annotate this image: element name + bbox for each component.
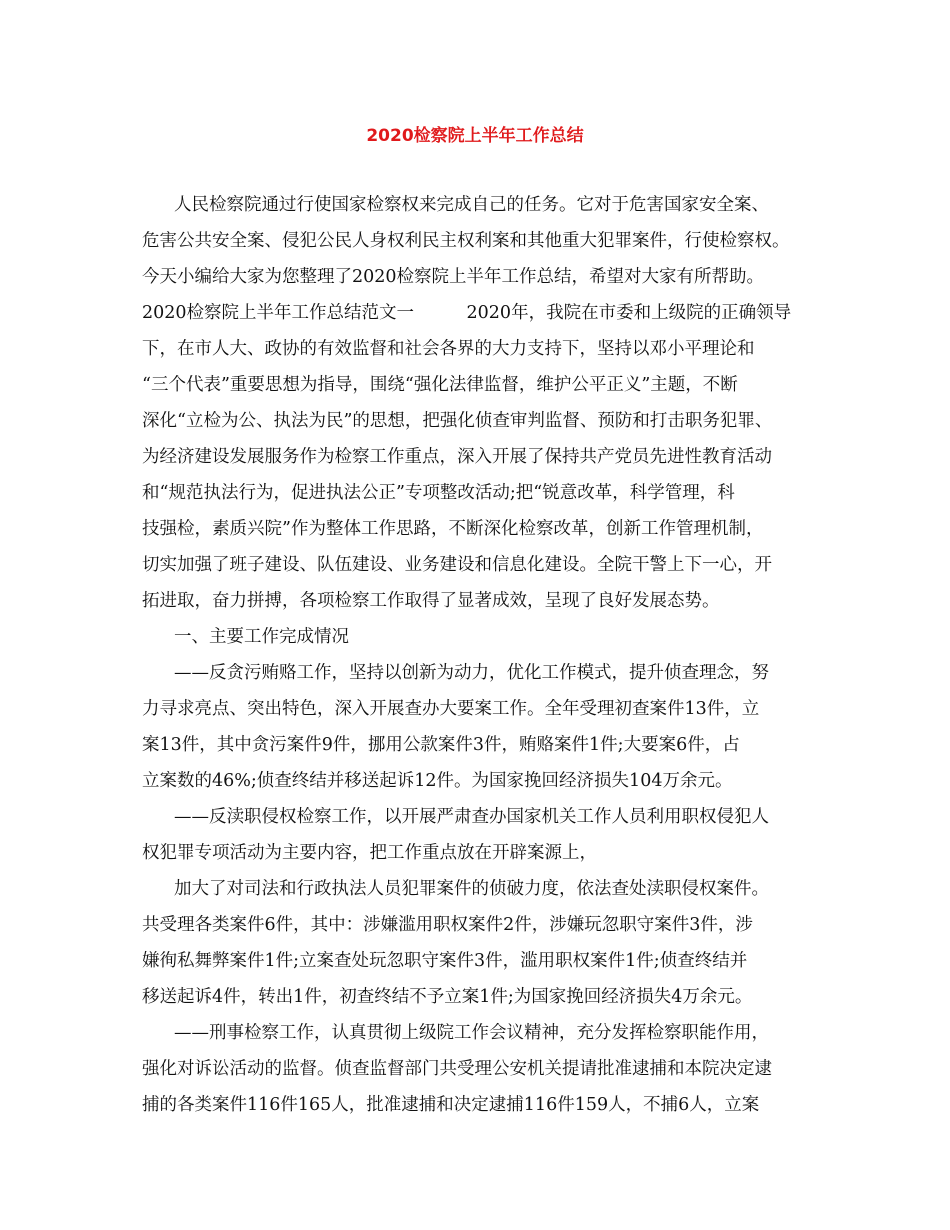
paragraph-line: 强化对诉讼活动的监督。侦查监督部门共受理公安机关提请批准逮捕和本院决定逮	[142, 1059, 772, 1079]
section-heading: 一、主要工作完成情况	[174, 627, 349, 647]
paragraph-line: 人民检察院通过行使国家检察权来完成自己的任务。它对于危害国家安全案、	[174, 195, 769, 215]
paragraph-line: 案13件，其中贪污案件9件，挪用公款案件3件，贿赂案件1件;大要案6件，占	[142, 735, 740, 755]
paragraph-line: 捕的各类案件116件165人，批准逮捕和决定逮捕116件159人，不捕6人，立案	[142, 1095, 760, 1115]
paragraph-line: 切实加强了班子建设、队伍建设、业务建设和信息化建设。全院干警上下一心，开	[142, 555, 772, 575]
paragraph-line: 深化“立检为公、执法为民”的思想，把强化侦查审判监督、预防和打击职务犯罪、	[142, 411, 773, 431]
paragraph-line: 2020检察院上半年工作总结范文一 2020年，我院在市委和上级院的正确领导	[142, 303, 792, 323]
paragraph-line: 技强检，素质兴院”作为整体工作思路，不断深化检察改革，创新工作管理机制，	[142, 519, 764, 539]
paragraph-line: 移送起诉4件，转出1件，初查终结不予立案1件;为国家挽回经济损失4万余元。	[142, 987, 753, 1007]
paragraph-line: 嫌徇私舞弊案件1件;立案查处玩忽职守案件3件，滥用职权案件1件;侦查终结并	[142, 951, 748, 971]
paragraph-line: 共受理各类案件6件，其中：涉嫌滥用职权案件2件，涉嫌玩忽职守案件3件，涉	[142, 915, 753, 935]
paragraph-line: 今天小编给大家为您整理了2020检察院上半年工作总结，希望对大家有所帮助。	[142, 267, 765, 287]
paragraph-line: ——刑事检察工作，认真贯彻上级院工作会议精神，充分发挥检察职能作用，	[174, 1023, 769, 1043]
paragraph-line: 危害公共安全案、侵犯公民人身权利民主权利案和其他重大犯罪案件，行使检察权。	[142, 231, 790, 251]
paragraph-line: ——反渎职侵权检察工作，以开展严肃查办国家机关工作人员利用职权侵犯人	[174, 807, 769, 827]
paragraph-line: 和“规范执法行为，促进执法公正”专项整改活动;把“锐意改革，科学管理，科	[142, 483, 735, 503]
paragraph-line: 力寻求亮点、突出特色，深入开展查办大要案工作。全年受理初查案件13件，立	[142, 699, 760, 719]
paragraph-line: 立案数的46%;侦查终结并移送起诉12件。为国家挽回经济损失104万余元。	[142, 771, 733, 791]
paragraph-line: 下，在市人大、政协的有效监督和社会各界的大力支持下，坚持以邓小平理论和	[142, 339, 755, 359]
paragraph-line: 为经济建设发展服务作为检察工作重点，深入开展了保持共产党员先进性教育活动	[142, 447, 772, 467]
paragraph-line: “三个代表”重要思想为指导，围绕“强化法律监督，维护公平正义”主题，不断	[142, 375, 738, 395]
document-title: 2020检察院上半年工作总结	[366, 126, 584, 146]
paragraph-line: 拓进取，奋力拼搏，各项检察工作取得了显著成效，呈现了良好发展态势。	[142, 591, 720, 611]
paragraph-line: 权犯罪专项活动为主要内容，把工作重点放在开辟案源上，	[142, 843, 597, 863]
paragraph-line: 加大了对司法和行政执法人员犯罪案件的侦破力度，依法查处渎职侵权案件。	[174, 879, 769, 899]
paragraph-line: ——反贪污贿赂工作，坚持以创新为动力，优化工作模式，提升侦查理念，努	[174, 663, 769, 683]
